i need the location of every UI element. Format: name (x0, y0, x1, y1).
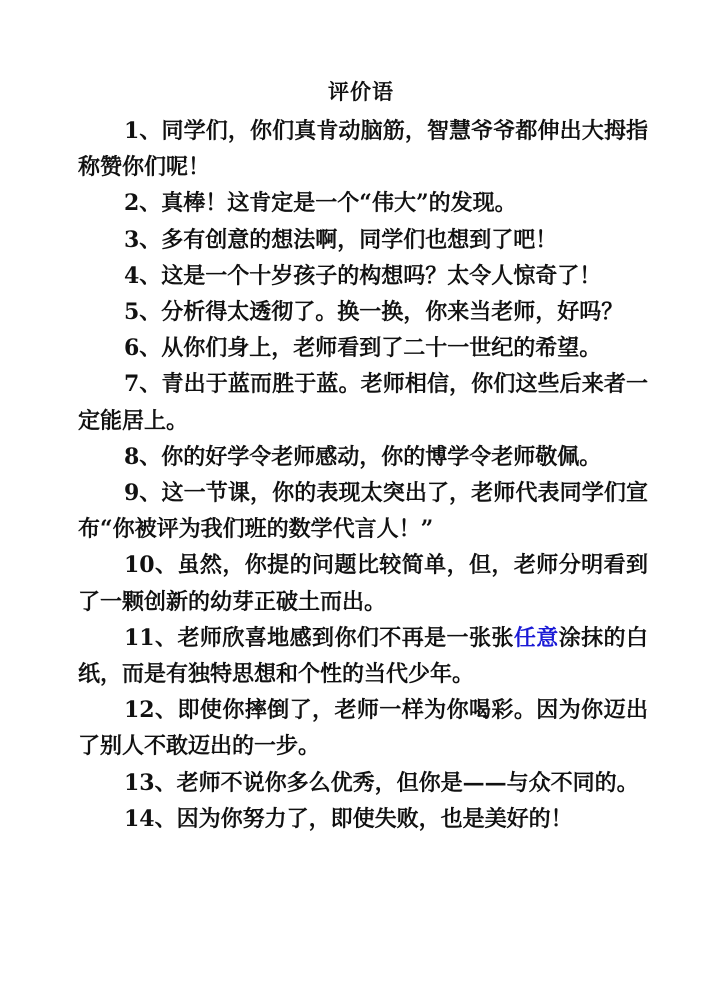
evaluation-item-4: 4、这是一个十岁孩子的构想吗？太令人惊奇了！ (124, 262, 602, 289)
evaluation-item-11-after: 涂抹的白纸，而是有独特思想和个性的当代少年。 (78, 624, 648, 688)
evaluation-item-14: 14、因为你努力了，即使失败，也是美好的！ (124, 805, 573, 832)
evaluation-list (78, 113, 648, 837)
evaluation-item-11 (78, 620, 648, 692)
evaluation-item-10: 10、虽然，你提的问题比较简单，但，老师分明看到了一颗创新的幼芽正破土而出。 (78, 552, 648, 615)
evaluation-item-6: 6、从你们身上，老师看到了二十一世纪的希望。 (124, 335, 602, 362)
evaluation-item-7: 7、青出于蓝而胜于蓝。老师相信，你们这些后来者一定能居上。 (78, 371, 648, 434)
evaluation-item-12: 12、即使你摔倒了，老师一样为你喝彩。因为你迈出了别人不敢迈出的一步。 (78, 697, 648, 760)
evaluation-item-8: 8、你的好学令老师感动，你的博学令老师敬佩。 (124, 443, 602, 470)
evaluation-item-9: 9、这一节课，你的表现太突出了，老师代表同学们宣布“你被评为我们班的数学代言人！” (78, 480, 648, 543)
evaluation-item-11-before: 11、老师欣喜地感到你们不再是一张张 (124, 624, 514, 651)
evaluation-item-3: 3、多有创意的想法啊，同学们也想到了吧！ (124, 226, 558, 253)
evaluation-item-2: 2、真棒！这肯定是一个“伟大”的发现。 (124, 190, 517, 217)
evaluation-item-1: 1、同学们，你们真肯动脑筋，智慧爷爷都伸出大拇指称赞你们呢！ (78, 118, 648, 181)
document-title: 评价语 (328, 79, 394, 104)
evaluation-item-11-highlight: 任意 (513, 624, 559, 651)
evaluation-item-13: 13、老师不说你多么优秀，但你是——与众不同的。 (124, 769, 639, 796)
evaluation-item-5: 5、分析得太透彻了。换一换，你来当老师，好吗？ (124, 299, 624, 326)
